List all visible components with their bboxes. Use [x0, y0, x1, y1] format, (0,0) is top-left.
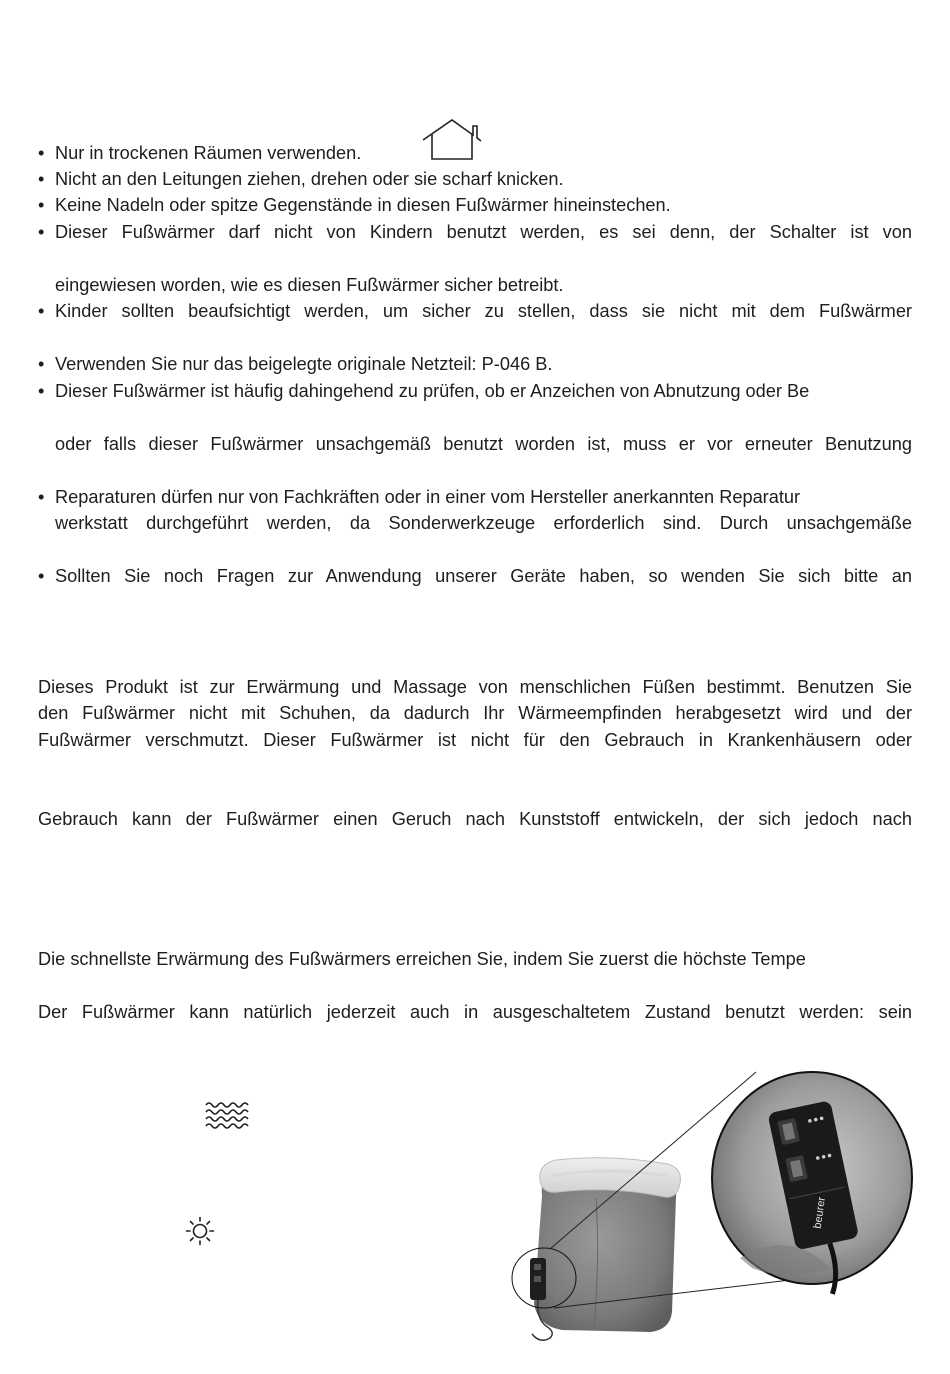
bullet: •	[38, 169, 45, 189]
sun-icon	[185, 1216, 215, 1246]
product-photo	[490, 1068, 920, 1348]
list-item: Nicht an den Leitungen ziehen, drehen oder sie scharf knicken.	[55, 169, 564, 189]
list-item-continuation: werkstatt durchgeführt werden, da Sonderwerkzeuge erforderlich sind. Durch unsachgemäße	[55, 513, 912, 533]
vibration-wave-icon	[204, 1100, 252, 1130]
bullet: •	[38, 301, 45, 321]
list-item: Reparaturen dürfen nur von Fachkräften oder in einer vom Hersteller anerkannten Reparatur	[55, 487, 801, 507]
paragraph-line: Der Fußwärmer kann natürlich jederzeit auch in ausgeschaltetem Zustand benutzt werden: sein	[38, 1002, 912, 1022]
bullet: •	[38, 566, 45, 586]
paragraph-line: den Fußwärmer nicht mit Schuhen, da dadurch Ihr Wärmeempfinden herabgesetzt wird und der	[38, 703, 912, 723]
list-item: Nur in trockenen Räumen verwenden.	[55, 143, 362, 163]
bullet: •	[38, 222, 45, 242]
brand-logo: beurer	[811, 1196, 829, 1230]
list-item-continuation: eingewiesen worden, wie es diesen Fußwärmer sicher betreibt.	[55, 275, 564, 295]
paragraph-line: Die schnellste Erwärmung des Fußwärmers erreichen Sie, indem Sie zuerst die höchste Tempe	[38, 949, 806, 969]
bullet: •	[38, 354, 45, 374]
list-item: Sollten Sie noch Fragen zur Anwendung unserer Geräte haben, so wenden Sie sich bitte an	[55, 566, 912, 586]
zoom-detail	[712, 1072, 912, 1299]
list-item: Dieser Fußwärmer ist häufig dahingehend zu prüfen, ob er Anzeichen von Abnutzung oder Be	[55, 381, 810, 401]
bullet: •	[38, 195, 45, 215]
list-item: Verwenden Sie nur das beigelegte originale Netzteil: P-046 B.	[55, 354, 553, 374]
list-item: Keine Nadeln oder spitze Gegenstände in diesen Fußwärmer hineinstechen.	[55, 195, 671, 215]
bullet: •	[38, 487, 45, 507]
list-item: Dieser Fußwärmer darf nicht von Kindern benutzt werden, es sei denn, der Schalter ist von	[55, 222, 912, 242]
paragraph-line: Dieses Produkt ist zur Erwärmung und Massage von menschlichen Füßen bestimmt. Benutzen Sie	[38, 677, 912, 697]
bullet: •	[38, 143, 45, 163]
paragraph-line: Gebrauch kann der Fußwärmer einen Geruch nach Kunststoff entwickeln, der sich jedoch nach	[38, 809, 912, 829]
list-item-continuation: oder falls dieser Fußwärmer unsachgemäß benutzt worden ist, muss er vor erneuter Benutzung	[55, 434, 912, 454]
bullet: •	[38, 381, 45, 401]
house-icon	[420, 118, 484, 162]
paragraph-line: Fußwärmer verschmutzt. Dieser Fußwärmer ist nicht für den Gebrauch in Krankenhäusern oder	[38, 730, 912, 750]
list-item: Kinder sollten beaufsichtigt werden, um sicher zu stellen, dass sie nicht mit dem Fußwärmer	[55, 301, 912, 321]
